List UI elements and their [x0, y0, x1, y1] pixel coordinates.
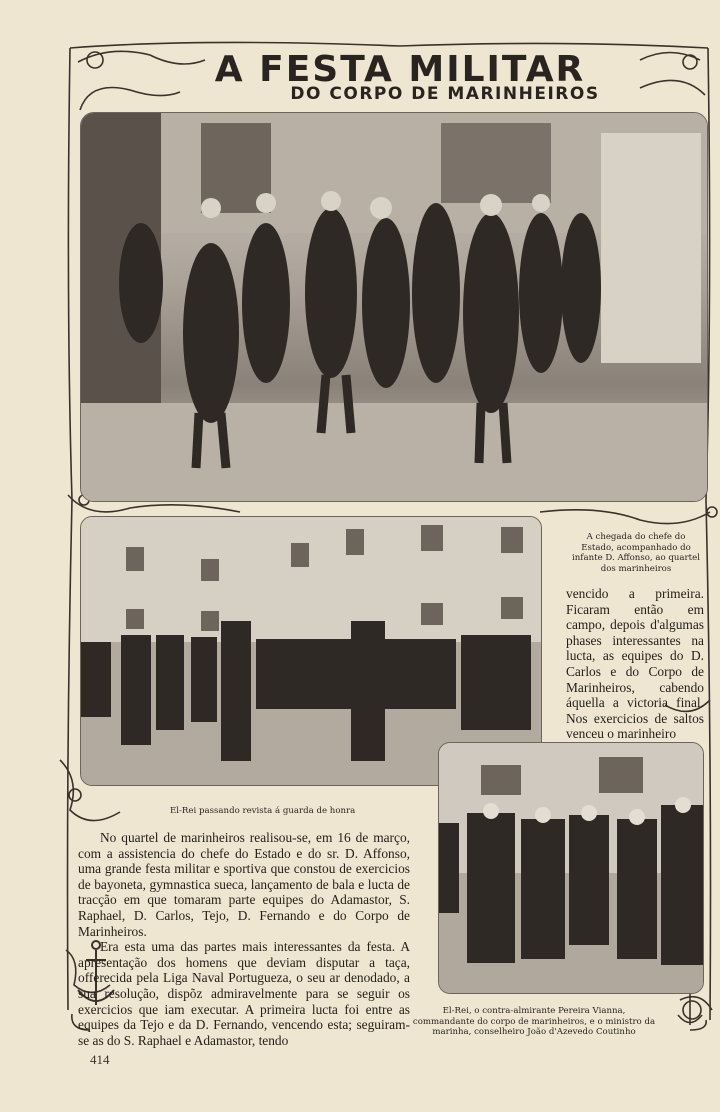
page-subtitle: DO CORPO DE MARINHEIROS — [290, 84, 600, 104]
page-title: A FESTA MILITAR — [214, 49, 586, 90]
caption-middle: El-Rei passando revista á guarda de honra — [170, 806, 356, 816]
page-number: 414 — [90, 1052, 110, 1067]
article-paragraph-2: Era esta uma das partes mais interessantes da festa. A apresentação dos homens que deviam disputar a taça, offerecida pela Liga Naval Portugueza, o seu ar denodado, a sua resolução, dispõz admiravelmente para se seguir os exercicios que iam executar. A primeira lucta foi entre as equipes da Tejo e da D. Fernando, vencendo esta; seguiram-se as do S. Raphael e Adamastor, tendo — [78, 939, 410, 1048]
article-body — [78, 830, 410, 1048]
caption-bottom-right: El-Rei, o contra-almirante Pereira Vianna, commandante do corpo de marinheiros, e o ministro da marinha, conselheiro João d'Azevedo Coutinho — [412, 1006, 656, 1037]
article-paragraph-1: No quartel de marinheiros realisou-se, em 16 de março, com a assistencia do chefe do Estado e do sr. D. Affonso, uma grande festa militar e sportiva que constou de exercicios de bayoneta, gymnastica sueca, lançamento de bala e lucta de tracção em que tomaram parte equipes do Adamastor, S. Raphael, D. Carlos, Tejo, D. Fernando e do Corpo de Marinheiros. — [78, 830, 410, 939]
caption-top: A chegada do chefe do Estado, acompanhado do infante D. Affonso, ao quartel dos marinheiros — [572, 532, 700, 574]
photo-officers-group-icon — [439, 743, 703, 993]
photo-officers-arrival-icon — [81, 113, 707, 501]
article-side-column: vencido a primeira. Ficaram então em campo, depois d'algumas phases interessantes na lucta, as equipes do D. Carlos e do Corpo de Marinheiros, cabendo áquella a victoria final. Nos exercicios de saltos venceu o marinheiro — [566, 586, 704, 742]
photo-bottom-right — [438, 742, 704, 994]
photo-top — [80, 112, 708, 502]
